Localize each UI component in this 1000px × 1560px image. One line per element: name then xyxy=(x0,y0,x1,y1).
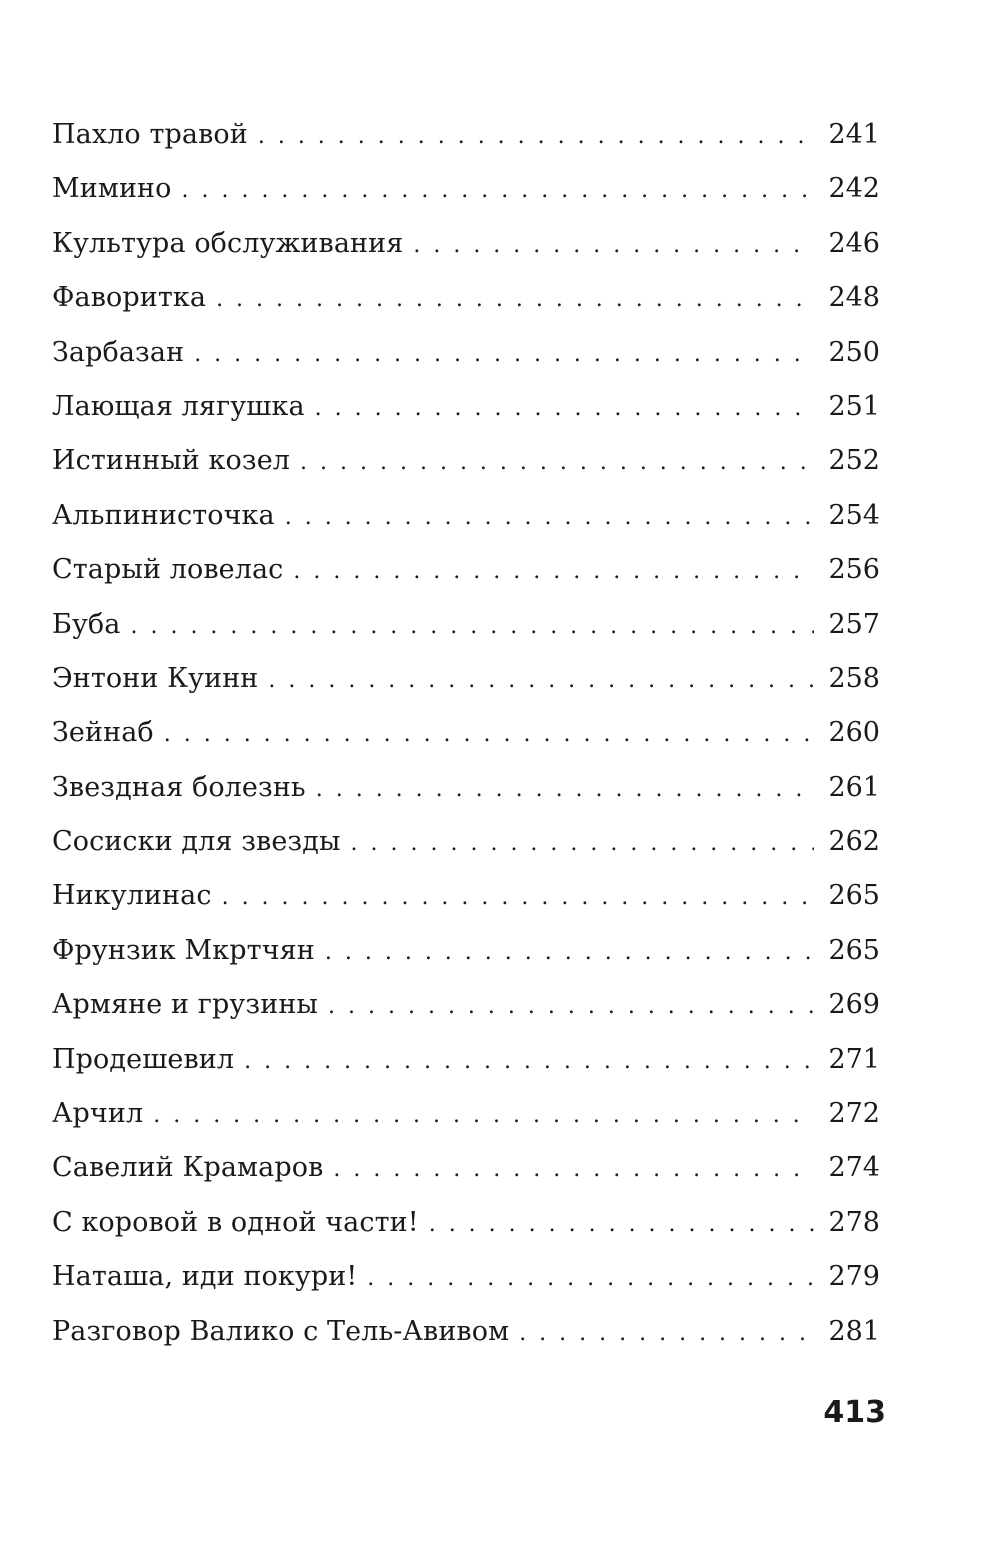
toc-entry-title: Сосиски для звезды xyxy=(52,826,341,858)
toc-entry-title: Старый ловелас xyxy=(52,554,284,586)
toc-dot-leader xyxy=(367,1252,814,1306)
toc-entry xyxy=(52,1087,880,1141)
toc-entry-page: 251 xyxy=(828,390,880,422)
toc-entry xyxy=(52,271,880,325)
toc-dot-leader xyxy=(328,980,814,1034)
toc-entry-page: 274 xyxy=(828,1152,880,1184)
toc-entry xyxy=(52,1250,880,1304)
toc-entry-title: Зарбазан xyxy=(52,336,185,368)
toc-entry-title: Звездная болезнь xyxy=(52,771,306,803)
toc-entry-title: Фаворитка xyxy=(52,282,207,314)
toc-entry-page: 271 xyxy=(828,1043,880,1075)
toc-entry-page: 281 xyxy=(828,1315,880,1347)
toc-entry xyxy=(52,598,880,652)
toc-entry-page: 261 xyxy=(828,771,880,803)
toc-entry xyxy=(52,434,880,488)
toc-dot-leader xyxy=(351,817,814,871)
toc-entry xyxy=(52,108,880,162)
toc-entry-page: 279 xyxy=(828,1261,880,1293)
toc-entry-title: Буба xyxy=(52,608,121,640)
toc-entry-page: 272 xyxy=(828,1098,880,1130)
toc-entry xyxy=(52,924,880,978)
toc-entry xyxy=(52,1033,880,1087)
toc-entry-title: Фрунзик Мкртчян xyxy=(52,934,315,966)
toc-entry-title: С коровой в одной части! xyxy=(52,1206,419,1238)
toc-entry-page: 278 xyxy=(828,1206,880,1238)
toc-entry-page: 242 xyxy=(828,173,880,205)
toc-dot-leader xyxy=(164,708,814,762)
toc-dot-leader xyxy=(315,382,814,436)
toc-entry xyxy=(52,869,880,923)
table-of-contents xyxy=(52,108,880,1359)
toc-entry xyxy=(52,815,880,869)
page-number: 413 xyxy=(823,1395,886,1430)
toc-entry-page: 250 xyxy=(828,336,880,368)
toc-entry xyxy=(52,1141,880,1195)
toc-dot-leader xyxy=(413,219,814,273)
toc-dot-leader xyxy=(194,328,814,382)
toc-entry-title: Энтони Куинн xyxy=(52,662,259,694)
toc-entry xyxy=(52,706,880,760)
toc-entry xyxy=(52,543,880,597)
toc-entry-page: 269 xyxy=(828,989,880,1021)
toc-entry-title: Савелий Крамаров xyxy=(52,1152,324,1184)
toc-entry-page: 258 xyxy=(828,662,880,694)
toc-entry-title: Продешевил xyxy=(52,1043,235,1075)
toc-entry xyxy=(52,162,880,216)
toc-entry xyxy=(52,761,880,815)
toc-dot-leader xyxy=(182,164,815,218)
toc-entry-page: 262 xyxy=(828,826,880,858)
toc-entry-page: 260 xyxy=(828,717,880,749)
toc-dot-leader xyxy=(153,1089,814,1143)
toc-entry-title: Альпинисточка xyxy=(52,499,275,531)
toc-dot-leader xyxy=(258,110,814,164)
toc-entry xyxy=(52,1196,880,1250)
toc-dot-leader xyxy=(285,491,814,545)
toc-dot-leader xyxy=(293,545,814,599)
toc-entry-page: 254 xyxy=(828,499,880,531)
toc-entry-page: 241 xyxy=(828,119,880,150)
toc-entry-title: Культура обслуживания xyxy=(52,227,404,259)
toc-dot-leader xyxy=(325,926,814,980)
toc-entry xyxy=(52,652,880,706)
toc-dot-leader xyxy=(244,1035,814,1089)
toc-entry-title: Наташа, иди покури! xyxy=(52,1261,358,1293)
toc-entry-page: 265 xyxy=(828,880,880,912)
toc-entry-title: Арчил xyxy=(52,1098,144,1130)
toc-dot-leader xyxy=(316,763,814,817)
toc-entry-title: Разговор Валико с Тель-Авивом xyxy=(52,1315,510,1347)
toc-entry-title: Никулинас xyxy=(52,880,212,912)
toc-entry-title: Мимино xyxy=(52,173,172,205)
toc-entry-title: Зейнаб xyxy=(52,717,154,749)
toc-dot-leader xyxy=(216,273,814,327)
toc-dot-leader xyxy=(519,1307,814,1361)
toc-entry-title: Лающая лягушка xyxy=(52,390,305,422)
toc-entry xyxy=(52,380,880,434)
toc-dot-leader xyxy=(222,871,814,925)
toc-entry xyxy=(52,978,880,1032)
toc-entry-page: 246 xyxy=(828,227,880,259)
toc-entry-page: 256 xyxy=(828,554,880,586)
toc-entry xyxy=(52,217,880,271)
toc-entry-title: Истинный козел xyxy=(52,445,291,477)
toc-dot-leader xyxy=(130,600,814,654)
toc-dot-leader xyxy=(268,654,814,708)
toc-entry-title: Пахло травой xyxy=(52,119,248,150)
toc-dot-leader xyxy=(300,436,814,490)
toc-entry-page: 257 xyxy=(828,608,880,640)
toc-entry-page: 248 xyxy=(828,282,880,314)
toc-entry-title: Армяне и грузины xyxy=(52,989,319,1021)
toc-dot-leader xyxy=(429,1198,814,1252)
toc-entry xyxy=(52,1305,880,1359)
toc-dot-leader xyxy=(333,1143,814,1197)
toc-entry xyxy=(52,326,880,380)
toc-entry-page: 252 xyxy=(828,445,880,477)
toc-entry-page: 265 xyxy=(828,934,880,966)
toc-entry xyxy=(52,489,880,543)
